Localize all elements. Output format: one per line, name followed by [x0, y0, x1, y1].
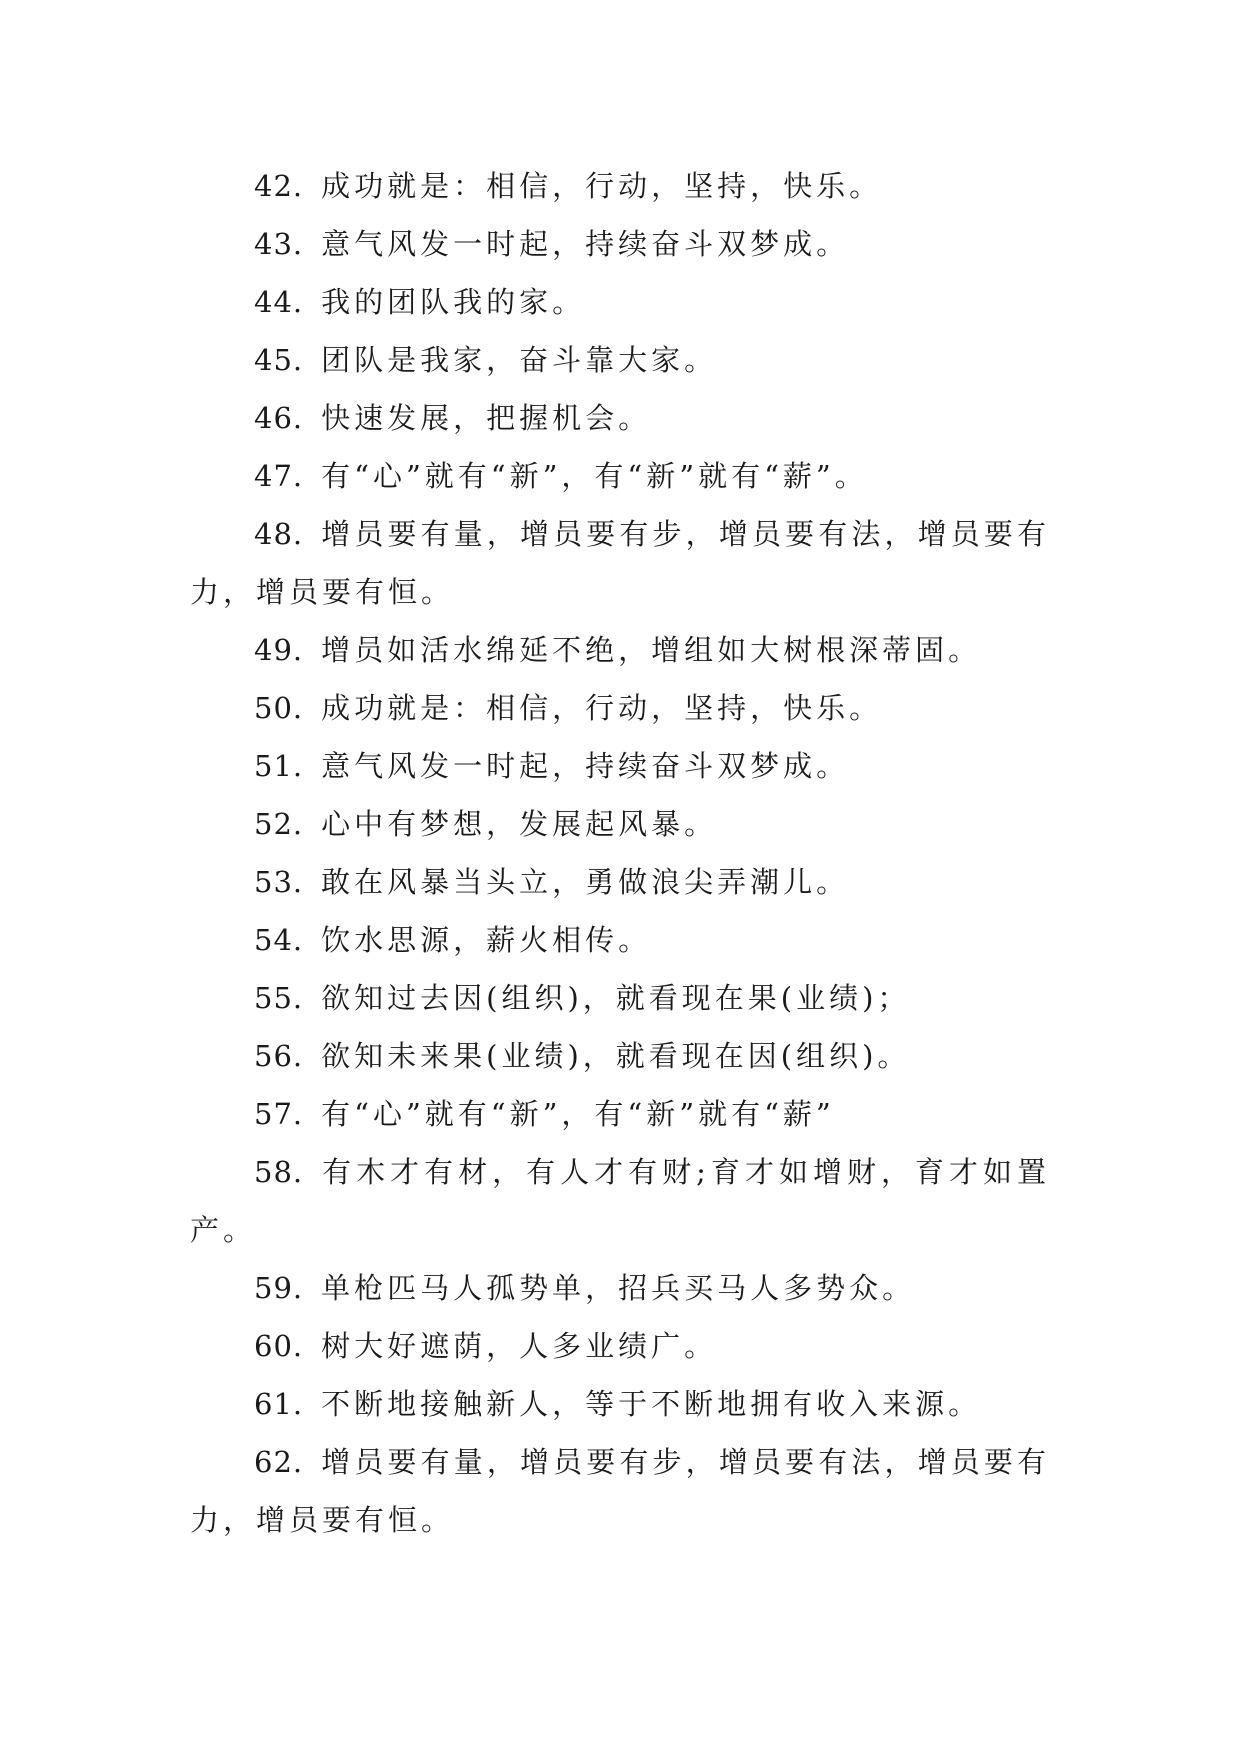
- list-item: [190, 1375, 1050, 1433]
- item-text: 快速发展，把握机会。: [321, 401, 652, 435]
- item-text: 饮水思源，薪火相传。: [321, 923, 652, 957]
- item-text: 增员如活水绵延不绝，增组如大树根深蒂固。: [321, 633, 982, 667]
- item-text: 不断地接触新人，等于不断地拥有收入来源。: [321, 1387, 982, 1421]
- item-number: 52.: [254, 807, 304, 841]
- item-text: 有“心”就有“新”，有“新”就有“薪”。: [321, 459, 868, 493]
- list-item: [190, 157, 1050, 215]
- item-text: 意气风发一时起，持续奋斗双梦成。: [321, 227, 850, 261]
- list-item: [190, 1085, 1050, 1143]
- list-item: [190, 331, 1050, 389]
- item-text: 敢在风暴当头立，勇做浪尖弄潮儿。: [321, 865, 850, 899]
- item-text: 有木才有材，有人才有财;育才如增财，育才如置产。: [190, 1155, 1050, 1247]
- item-number: 42.: [254, 169, 304, 203]
- item-text: 成功就是：相信，行动，坚持，快乐。: [321, 691, 883, 725]
- item-text: 意气风发一时起，持续奋斗双梦成。: [321, 749, 850, 783]
- item-text: 增员要有量，增员要有步，增员要有法，增员要有力，增员要有恒。: [190, 1445, 1050, 1537]
- list-item: [190, 1259, 1050, 1317]
- list-item: [190, 911, 1050, 969]
- item-text: 单枪匹马人孤势单，招兵买马人多势众。: [321, 1271, 916, 1305]
- item-text: 成功就是：相信，行动，坚持，快乐。: [321, 169, 883, 203]
- item-number: 45.: [254, 343, 304, 377]
- list-item: [190, 389, 1050, 447]
- item-number: 48.: [254, 517, 304, 551]
- item-number: 44.: [254, 285, 304, 319]
- list-item: [190, 795, 1050, 853]
- item-number: 57.: [254, 1097, 304, 1131]
- document-body: [190, 157, 1050, 1549]
- item-text: 树大好遮荫，人多业绩广。: [321, 1329, 718, 1363]
- list-item: [190, 273, 1050, 331]
- item-number: 49.: [254, 633, 304, 667]
- item-number: 51.: [254, 749, 304, 783]
- item-number: 60.: [254, 1329, 304, 1363]
- item-number: 62.: [254, 1445, 304, 1479]
- item-text: 团队是我家，奋斗靠大家。: [321, 343, 718, 377]
- list-item: [190, 505, 1050, 621]
- list-item: [190, 215, 1050, 273]
- list-item: [190, 1027, 1050, 1085]
- list-item: [190, 1143, 1050, 1259]
- item-text: 欲知未来果(业绩)，就看现在因(组织)。: [321, 1039, 911, 1073]
- list-item: [190, 679, 1050, 737]
- item-number: 47.: [254, 459, 304, 493]
- list-item: [190, 969, 1050, 1027]
- item-number: 58.: [254, 1155, 304, 1189]
- list-item: [190, 737, 1050, 795]
- item-number: 59.: [254, 1271, 304, 1305]
- item-number: 55.: [254, 981, 304, 1015]
- list-item: [190, 1317, 1050, 1375]
- item-text: 增员要有量，增员要有步，增员要有法，增员要有力，增员要有恒。: [190, 517, 1050, 609]
- item-number: 61.: [254, 1387, 304, 1421]
- item-number: 56.: [254, 1039, 304, 1073]
- item-text: 心中有梦想，发展起风暴。: [321, 807, 718, 841]
- item-number: 43.: [254, 227, 304, 261]
- item-text: 有“心”就有“新”，有“新”就有“薪”: [321, 1097, 835, 1131]
- list-item: [190, 621, 1050, 679]
- list-item: [190, 1433, 1050, 1549]
- list-item: [190, 853, 1050, 911]
- list-item: [190, 447, 1050, 505]
- item-number: 54.: [254, 923, 304, 957]
- item-number: 46.: [254, 401, 304, 435]
- item-number: 50.: [254, 691, 304, 725]
- item-text: 我的团队我的家。: [321, 285, 586, 319]
- item-text: 欲知过去因(组织)，就看现在果(业绩)；: [321, 981, 911, 1015]
- item-number: 53.: [254, 865, 304, 899]
